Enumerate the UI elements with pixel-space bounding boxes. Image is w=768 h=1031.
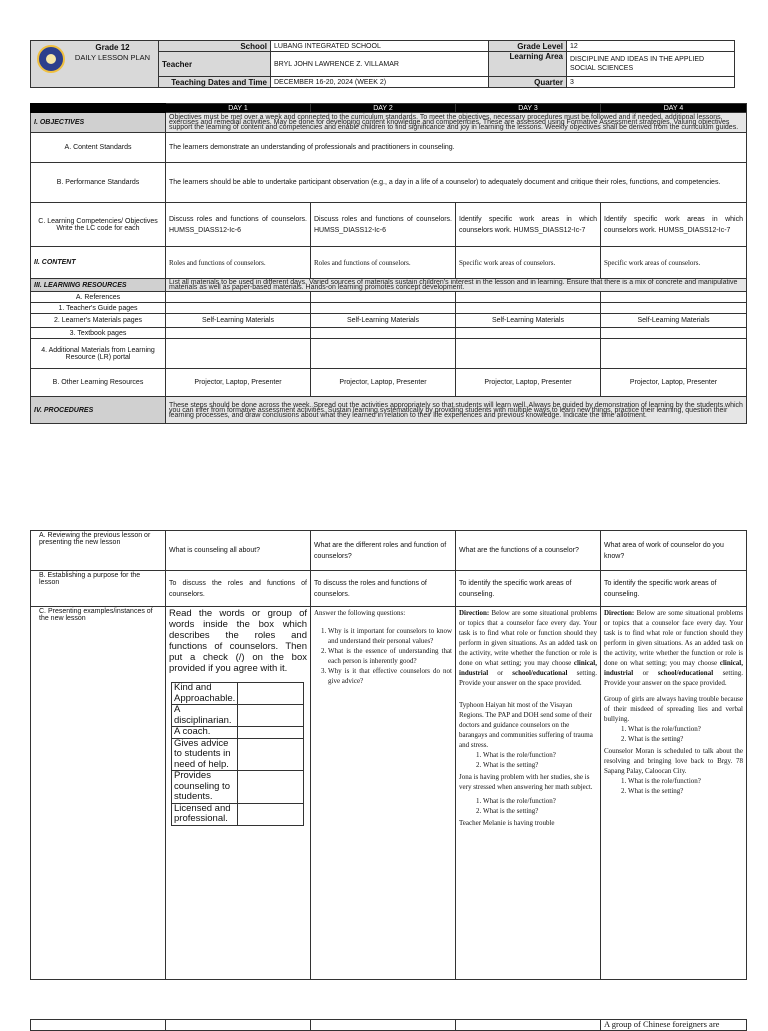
present-day-2: [311, 607, 456, 980]
lm-day-4: Self-Learning Materials: [601, 314, 747, 328]
day2-question: 3. Why is it that effective counselors do not give advice?: [328, 666, 452, 686]
objectives-note: Objectives must be met over a week and connected to the curriculum standards. To meet the objectives, necessary procedures must be followed and if needed, additional lessons, exercises and remedial activities. May be done for developing content knowledge and competencies. These are assessed using Formative Assessment strategies. Valuing objectives support the learning of content and competencies and enable children to find significance and joy in learning the lessons. Weekly objectives shall be derived from the curriculum guides.: [166, 113, 747, 133]
day2-question: 1. Why is it important for counselors to know and understand their personal values?: [328, 626, 452, 646]
checkbox-cell[interactable]: [238, 771, 304, 804]
competency-day-4: Identify specific work areas in which counselors work. HUMSS_DIASS12-Ic-7: [601, 203, 747, 247]
day2-question: 2. What is the essence of understanding that each person is inherently good?: [328, 646, 452, 666]
competencies-label: C. Learning Competencies/ Objectives Write the LC code for each: [31, 203, 166, 247]
other-day-3: Projector, Laptop, Presenter: [456, 369, 601, 397]
role-question: 1. What is the role/function?: [628, 724, 743, 734]
teachers-guide-label: 1. Teacher's Guide pages: [31, 303, 166, 314]
checkbox-cell[interactable]: [238, 803, 304, 825]
objectives-title: I. OBJECTIVES: [31, 113, 166, 133]
setting-question: 2. What is the setting?: [483, 760, 597, 770]
learning-area-value: DISCIPLINE AND IDEAS IN THE APPLIED SOCIAL SCIENCES: [567, 52, 735, 77]
next-page-text: A group of Chinese foreigners are: [601, 1020, 747, 1031]
day-header-row: [31, 104, 747, 113]
competency-day-3: Identify specific work areas in which counselors work. HUMSS_DIASS12-Ic-7: [456, 203, 601, 247]
lm-day-2: Self-Learning Materials: [311, 314, 456, 328]
role-question: 1. What is the role/function?: [483, 796, 597, 806]
procedures-table: [30, 530, 747, 980]
learners-materials-label: 2. Learner's Materials pages: [31, 314, 166, 328]
resources-note: List all materials to be used in different days. Varied sources of materials sustain children's interest in the lesson and in learning. Ensure that there is a mix of concrete and manipulative materials as well as paper-based materials. Hands-on learning promotes concept development.: [166, 279, 747, 292]
dates-value: DECEMBER 16-20, 2024 (WEEK 2): [271, 77, 489, 88]
review-day-4: What area of work of counselor do you know?: [601, 531, 747, 571]
purpose-day-1: To discuss the roles and functions of counselors.: [166, 571, 311, 607]
learning-area-label: Learning Area: [489, 52, 567, 77]
other-resources-label: B. Other Learning Resources: [31, 369, 166, 397]
day3-situation-3: Teacher Melanie is having trouble: [459, 819, 555, 827]
lm-day-3: Self-Learning Materials: [456, 314, 601, 328]
purpose-day-2: To discuss the roles and functions of counselors.: [311, 571, 456, 607]
reviewing-label: A. Reviewing the previous lesson or presenting the new lesson: [31, 531, 166, 571]
day-3-header: DAY 3: [456, 104, 601, 113]
day4-direction: Direction: Below are some situational problems or topics that a counselor face every day. Your task is to find what role or function should they perform in given situations. As an added task on the activity, write whether the function or role is done on what setting; you may choose clinical, industrial or school/educational setting. Provide your answer on the space provided.: [604, 609, 744, 687]
checklist-item: Provides counseling to students.: [172, 771, 238, 804]
grade-level-label: Grade Level: [489, 41, 567, 52]
teacher-label: Teacher: [159, 52, 271, 77]
quarter-value: 3: [567, 77, 735, 88]
direction-label: Direction:: [604, 609, 635, 617]
checkbox-cell[interactable]: [238, 738, 304, 771]
present-day-4: [601, 607, 747, 980]
school-value: LUBANG INTEGRATED SCHOOL: [271, 41, 489, 52]
content-day-1: Roles and functions of counselors.: [166, 247, 311, 279]
grade-title: Grade 12: [95, 43, 130, 52]
checklist-item: A disciplinarian.: [172, 705, 238, 727]
content-standards: The learners demonstrate an understanding of professionals and practitioners in counseling.: [166, 133, 747, 163]
setting-question: 2. What is the setting?: [628, 786, 743, 796]
checkbox-cell[interactable]: [238, 727, 304, 739]
setting-question: 2. What is the setting?: [483, 806, 597, 816]
content-day-4: Specific work areas of counselors.: [601, 247, 747, 279]
procedures-note: These steps should be done across the week. Spread out the activities appropriately so that students will learn well. Always be guided by demonstration of learning by the students which you can infer from formative assessment activities. Sustain learning systematically by providing students with multiple ways to learn new things, practice their learning, question their learning processes, and draw conclusions about what they learned in relation to their life experiences and previous knowledge. Indicate the time allotment.: [166, 397, 747, 424]
review-day-3: What are the functions of a counselor?: [456, 531, 601, 571]
performance-standards: The learners should be able to undertake participant observation (e.g., a day in a life of a counselor) to adequately document and critique their roles, functions, and competencies.: [166, 163, 747, 203]
present-day-3: [456, 607, 601, 980]
content-title: II. CONTENT: [31, 247, 166, 279]
purpose-label: B. Establishing a purpose for the lesson: [31, 571, 166, 607]
day4-situation-2: Counselor Moran is scheduled to talk about the resolving and bringing love back to Brgy. 78 Sapang Palay, Caloocan City.: [604, 747, 743, 775]
day2-instructions: Answer the following questions:: [314, 609, 406, 617]
direction-label: Direction:: [459, 609, 490, 617]
header-table: [30, 40, 735, 88]
content-day-3: Specific work areas of counselors.: [456, 247, 601, 279]
day4-situation-1: Group of girls are always having trouble because of their misdeed of spreading lies and verbal bullying.: [604, 695, 743, 723]
checklist-item: Licensed and professional.: [172, 803, 238, 825]
day3-situation-1: Typhoon Haiyan hit most of the Visayan Regions. The PAP and DOH send some of their doctors and guidance counselors on the barangays and communities suffering of trauma and stress.: [459, 701, 593, 749]
school-seal-cell: [31, 41, 159, 88]
quarter-label: Quarter: [489, 77, 567, 88]
day3-situation-2: Jona is having problem with her studies, she is very stressed when answering her math subject.: [459, 773, 593, 791]
resources-title: III. LEARNING RESOURCES: [31, 279, 166, 292]
teacher-value: BRYL JOHN LAWRENCE Z. VILLAMAR: [271, 52, 489, 77]
lesson-plan-table: [30, 103, 747, 424]
additional-materials-label: 4. Additional Materials from Learning Resource (LR) portal: [31, 339, 166, 369]
procedures-title: IV. PROCEDURES: [31, 397, 166, 424]
review-day-2: What are the different roles and function of counselors?: [311, 531, 456, 571]
competency-day-2: Discuss roles and functions of counselors. HUMSS_DIASS12-Ic-6: [311, 203, 456, 247]
checklist-item: A coach.: [172, 727, 238, 739]
presenting-label: C. Presenting examples/instances of the new lesson: [31, 607, 166, 980]
day1-instructions: Read the words or group of words inside the box which describes the roles and functions of counselors. Then put a check (/) on the box provided if you agree with it.: [169, 608, 307, 674]
day-2-header: DAY 2: [311, 104, 456, 113]
day-4-header: DAY 4: [601, 104, 747, 113]
role-question: 1. What is the role/function?: [628, 776, 743, 786]
checkbox-cell[interactable]: [238, 683, 304, 705]
other-day-2: Projector, Laptop, Presenter: [311, 369, 456, 397]
purpose-day-3: To identify the specific work areas of counseling.: [456, 571, 601, 607]
review-day-1: What is counseling all about?: [166, 531, 311, 571]
references-label: A. References: [31, 292, 166, 303]
purpose-day-4: To identify the specific work areas of counseling.: [601, 571, 747, 607]
plan-title: DAILY LESSON PLAN: [74, 53, 151, 62]
performance-standards-label: B. Performance Standards: [31, 163, 166, 203]
school-label: School: [159, 41, 271, 52]
next-page-table: [30, 1019, 747, 1031]
role-question: 1. What is the role/function?: [483, 750, 597, 760]
content-standards-label: A. Content Standards: [31, 133, 166, 163]
deped-seal-icon: [37, 45, 65, 73]
setting-question: 2. What is the setting?: [628, 734, 743, 744]
checklist-item: Gives advice to students in need of help.: [172, 738, 238, 771]
content-day-2: Roles and functions of counselors.: [311, 247, 456, 279]
other-day-1: Projector, Laptop, Presenter: [166, 369, 311, 397]
dates-label: Teaching Dates and Time: [159, 77, 271, 88]
textbook-label: 3. Textbook pages: [31, 328, 166, 339]
lm-day-1: Self-Learning Materials: [166, 314, 311, 328]
grade-level-value: 12: [567, 41, 735, 52]
other-day-4: Projector, Laptop, Presenter: [601, 369, 747, 397]
day-1-header: DAY 1: [166, 104, 311, 113]
present-day-1: [166, 607, 311, 980]
checklist-item: Kind and Approachable.: [172, 683, 238, 705]
day3-direction: Direction: Below are some situational problems or topics that a counselor face every day. Your task is to find what role or function should they perform in given situations. As an added task on the activity, write whether the function or role is done on what setting; you may choose clinical, industrial or school/educational setting. Provide your answer on the space provided.: [459, 609, 598, 687]
competency-day-1: Discuss roles and functions of counselors. HUMSS_DIASS12-Ic-6: [166, 203, 311, 247]
checkbox-cell[interactable]: [238, 705, 304, 727]
agree-checklist: [171, 682, 304, 826]
